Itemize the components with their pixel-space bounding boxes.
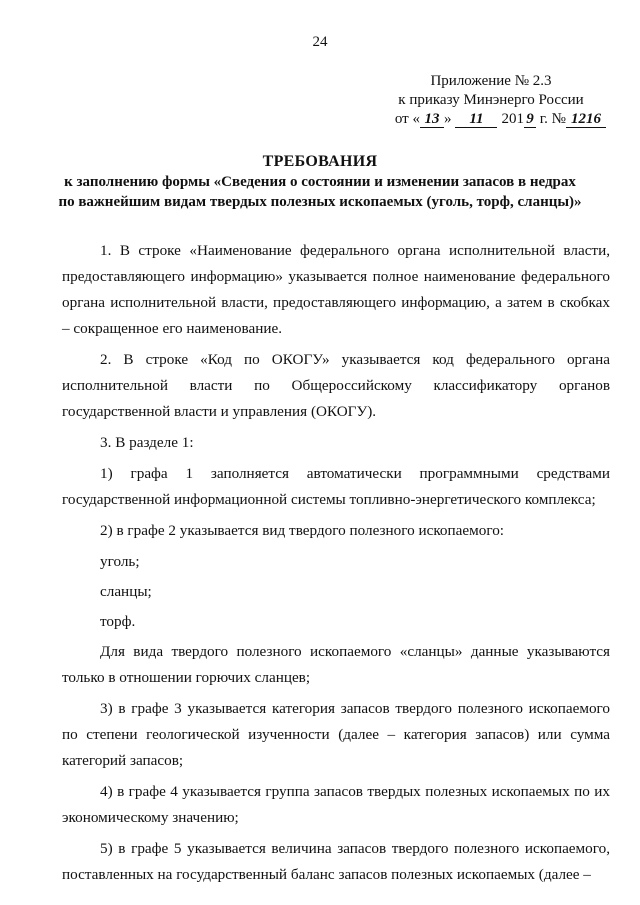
paragraph-3-2: 2) в графе 2 указывается вид твердого полезного ископаемого: [100,522,505,539]
document-body [62,238,610,893]
handwritten-order-number: 1216 [566,112,606,128]
paragraph-3-4: 4) в графе 4 указывается группа запасов твердых полезных ископаемых по их экономическому значению; [62,783,610,826]
date-mid: » [443,111,452,127]
date-year-prefix: 201 [501,111,524,127]
date-prefix: от « [394,111,420,127]
handwritten-day: 13 [420,112,444,128]
title-line-2: к заполнению формы «Сведения о состоянии и изменении запасов в недрах [64,174,576,190]
paragraph-3: 3. В разделе 1: [100,434,194,451]
paragraph-2: 2. В строке «Код по ОКОГУ» указывается код федерального органа исполнительной власти по Общероссийскому классификатору органов государственной власти и управления (ОКОГУ). [62,351,610,420]
handwritten-year-digit: 9 [524,112,536,128]
appendix-header [376,72,606,129]
appendix-title: Приложение № 2.3 [430,73,552,89]
paragraph-3-3: 3) в графе 3 указывается категория запасов твердого полезного ископаемого по степени геологической изученности (далее – категория запасов) или сумма категорий запасов; [62,700,610,769]
paragraph-3-5: 5) в графе 5 указывается величина запасов твердого полезного ископаемого, поставленных на государственный баланс запасов полезных ископаемых (далее – [62,840,610,883]
paragraph-1: 1. В строке «Наименование федерального органа исполнительной власти, предоставляющего информацию» указывается полное наименование федерального органа исполнительной власти, предоставляющего информацию, а затем в скобках – сокращенное его наименование. [62,242,610,337]
title-line-3: по важнейшим видам твердых полезных ископаемых (уголь, торф, сланцы)» [58,194,582,210]
page-number: 24 [312,34,328,50]
handwritten-month: 11 [455,112,497,128]
document-title [0,152,640,212]
list-item-peat: торф. [100,613,136,630]
list-item-coal: уголь; [100,553,140,570]
paragraph-shale-note: Для вида твердого полезного ископаемого «сланцы» данные указываются только в отношении горючих сланцев; [62,643,610,686]
list-item-shale: сланцы; [100,583,152,600]
appendix-order-ref: к приказу Минэнерго России [398,92,584,108]
appendix-date-line [376,110,606,129]
paragraph-3-1: 1) графа 1 заполняется автоматически программными средствами государственной информационной системы топливно-энергетического комплекса; [62,465,610,508]
date-suffix: г. № [535,111,566,127]
title-heading: ТРЕБОВАНИЯ [262,153,378,170]
